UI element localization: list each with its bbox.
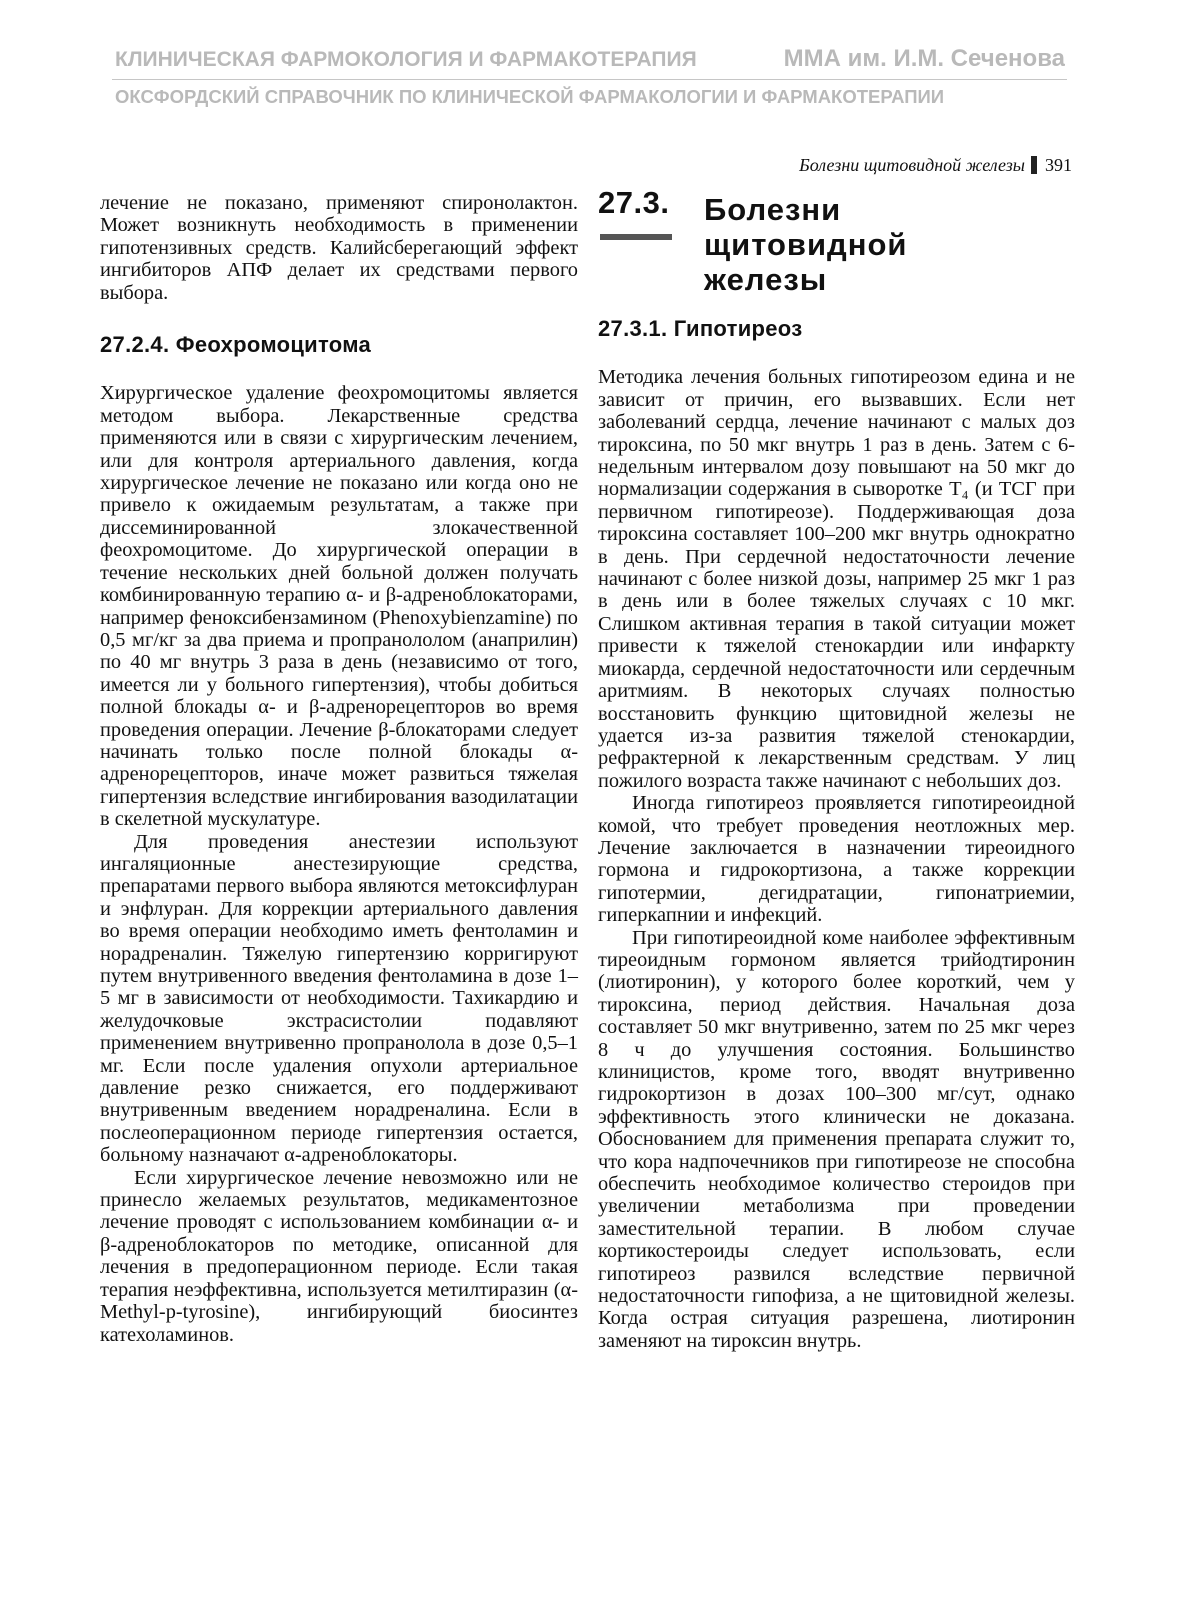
journal-header	[115, 48, 1065, 82]
intro-paragraph: лечение не показано, применяют спиронолактон. Может возникнуть необходимость в применении гипотензивных средств. Калийсберегающий эффект ингибиторов АПФ делает их средствами первого выбора.	[100, 192, 578, 304]
running-head-title: Болезни щитовидной железы	[799, 155, 1025, 175]
running-head	[799, 155, 1072, 176]
paragraph: Иногда гипотиреоз проявляется гипотиреоидной комой, что требует проведения неотложных мер. Лечение заключается в назначении тиреоидного гормона и гидрокортизона, а также коррекции гипотермии, дегидратации, гипонатриемии, гиперкапнии и инфекций.	[598, 792, 1075, 927]
right-column	[598, 185, 1075, 1352]
paragraph: При гипотиреоидной коме наиболее эффективным тиреоидным гормоном является трийодтиронин (лиотиронин), у которого более короткий, чем у тироксина, период действия. Начальная доза составляет 50 мкг внутривенно, затем по 25 мкг через 8 ч до улучшения состояния. Большинство клиницистов, кроме того, вводят внутривенно гидрокортизон в дозах 100–300 мг/сут, однако эффективность этого клинически не доказана. Обоснованием для применения препарата служит то, что кора надпочечников при гипотиреозе не способна обеспечить необходимое количество стероидов при увеличении метаболизма при проведении заместительной терапии. В любом случае кортикостероиды следует использовать, если гипотиреоз развился вследствие первичной недостаточности гипофиза, а не щитовидной железы. Когда острая ситуация разрешена, лиотиронин заменяют на тироксин внутрь.	[598, 926, 1075, 1352]
chapter-heading	[598, 185, 1075, 297]
paragraph: Методика лечения больных гипотиреозом едина и не зависит от причин, его вызвавших. Если нет заболеваний сердца, лечение начинают с малых доз тироксина, по 50 мкг внутрь 1 раз в день. Затем с 6-недельным интервалом дозу повышают на 50 мкг до нормализации содержания в сыворотке T₄ (и ТСГ при первичном гипотиреозе). Поддерживающая доза тироксина составляет 100–200 мкг внутрь однократно в день. При сердечной недостаточности лечение начинают с более низкой дозы, например 25 мкг 1 раз в день или в более тяжелых случаях с 10 мкг. Слишком активная терапия в такой ситуации может привести к тяжелой стенокардии или инфаркту миокарда, сердечной недостаточности или сердечным аритмиям. В некоторых случаях полностью восстановить функцию щитовидной железы не удается из-за развития тяжелой стенокардии, рефрактерной к лекарственным средствам. У лиц пожилого возраста также начинают с небольших доз.	[598, 366, 1075, 792]
header-institution: ММА им. И.М. Сеченова	[783, 48, 1065, 72]
chapter-title-line: щитовидной	[704, 227, 908, 262]
page-number: 391	[1045, 155, 1072, 175]
paragraph: Хирургическое удаление феохромоцитомы является методом выбора. Лекарственные средства применяются или в связи с хирургическим лечением, или для контроля артериального давления, когда хирургическое лечение не показано или когда оно не привело к ожидаемым результатам, а также при диссеминированной злокачественной феохромоцитоме. До хирургической операции в течение нескольких дней больной должен получать комбинированную терапию α- и β-адреноблокаторами, например феноксибензамином (Phenoxybienzamine) по 0,5 мг/кг за два приема и пропранололом (анаприлин) по 40 мг внутрь 3 раза в день (независимо от того, имеется ли у больного гипертензия), чтобы добиться полной блокады α- и β-адренорецепторов во время проведения операции. Лечение β-блокаторами следует начинать только после полной блокады α-адренорецепторов, иначе может развиться тяжелая гипертензия вследствие ингибирования вазодилатации в скелетной мускулатуре.	[100, 382, 578, 831]
paragraph: Если хирургическое лечение невозможно или не принесло желаемых результатов, медикаментозное лечение проводят с использованием комбинации α- и β-адреноблокаторов по методике, описанной для лечения в предоперационном периоде. Если такая терапия неэффективна, используется метилтиразин (α-Methyl-p-tyrosine), ингибирующий биосинтез катехоламинов.	[100, 1166, 578, 1346]
header-title: КЛИНИЧЕСКАЯ ФАРМОКОЛОГИЯ И ФАРМАКОТЕРАПИЯ	[115, 48, 697, 71]
chapter-title-line: Болезни	[704, 192, 842, 227]
chapter-number-underline	[600, 234, 672, 240]
header-subtitle: ОКСФОРДСКИЙ СПРАВОЧНИК ПО КЛИНИЧЕСКОЙ ФАРМАКОЛОГИИ И ФАРМАКОТЕРАПИИ	[115, 86, 945, 107]
section-title-pheochromocytoma: 27.2.4. Феохромоцитома	[100, 332, 372, 358]
chapter-title-line: железы	[704, 262, 828, 297]
running-head-bar	[1031, 156, 1037, 174]
left-column	[100, 192, 578, 1346]
section-title-hypothyroidism: 27.3.1. Гипотиреоз	[598, 316, 803, 341]
chapter-number: 27.3.	[598, 185, 670, 220]
chapter-title	[704, 192, 907, 297]
header-divider	[112, 79, 1067, 80]
paragraph: Для проведения анестезии используют ингаляционные анестезирующие средства, препаратами первого выбора являются метоксифлуран и энфлуран. Для коррекции артериального давления во время операции необходимо иметь фентоламин и норадреналин. Тяжелую гипертензию корригируют путем внутривенного введения фентоламина в дозе 1–5 мг в зависимости от необходимости. Тахикардию и желудочковые экстрасистолии подавляют применением внутривенно пропранолола в дозе 0,5–1 мг. Если после удаления опухоли артериальное давление резко снижается, его поддерживают внутривенным введением норадреналина. Если в послеоперационном периоде гипертензия остается, больному назначают α-адреноблокаторы.	[100, 830, 578, 1167]
